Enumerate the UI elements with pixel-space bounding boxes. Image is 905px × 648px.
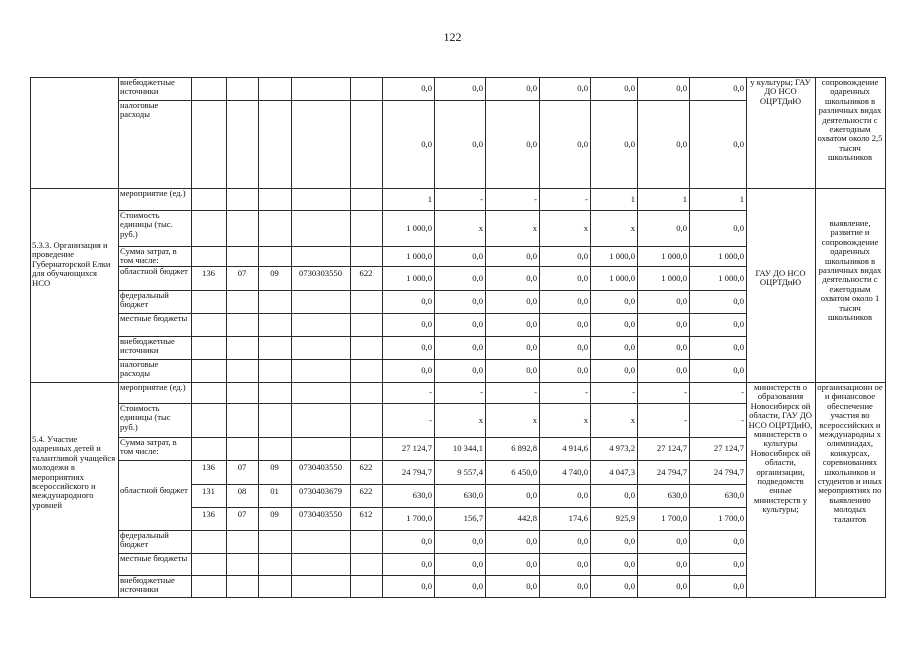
value-cell: 0,0 [676, 223, 687, 233]
value-cell: 0,0 [472, 581, 483, 591]
value-cell: 1 700,0 [661, 513, 687, 523]
code-target-article: 0730303550 [299, 268, 342, 278]
row-label: налоговые расходы [120, 101, 159, 120]
row-label: Сумма затрат, в том числе: [120, 247, 177, 265]
value-cell: 0,0 [472, 251, 483, 261]
value-cell: 1 700,0 [406, 513, 432, 523]
value-cell: 0,0 [526, 139, 537, 149]
value-cell: 1 000,0 [609, 251, 635, 261]
value-cell: 0,0 [526, 296, 537, 306]
value-cell: 0,0 [472, 83, 483, 93]
value-cell: 0,0 [472, 342, 483, 352]
value-cell: 6 892,8 [511, 443, 537, 453]
code-expense-type: 622 [359, 486, 373, 496]
code-target-article: 0730403679 [299, 486, 342, 496]
column-divider [746, 77, 747, 598]
value-cell: - [534, 387, 537, 397]
value-cell: 0,0 [676, 296, 687, 306]
value-cell: 0,0 [676, 536, 687, 546]
value-cell: 0,0 [472, 536, 483, 546]
value-cell: 1 000,0 [661, 251, 687, 261]
value-cell: 1 000,0 [406, 223, 432, 233]
row-label: Стоимость единицы (тыс. руб.) [120, 211, 173, 239]
value-cell: 0,0 [624, 319, 635, 329]
row-label: федеральный бюджет [120, 531, 169, 550]
value-cell: 1 [739, 194, 744, 204]
value-cell: x [532, 223, 537, 233]
value-cell: 0,0 [577, 273, 588, 283]
row-label: областной бюджет [120, 267, 188, 276]
value-cell: - [684, 415, 687, 425]
value-cell: 0,0 [421, 581, 432, 591]
value-cell: 0,0 [733, 365, 744, 375]
value-cell: 0,0 [421, 365, 432, 375]
value-cell: 0,0 [624, 365, 635, 375]
value-cell: 27 124,7 [401, 443, 432, 453]
value-cell: 0,0 [577, 559, 588, 569]
value-cell: - [429, 415, 432, 425]
value-cell: 0,0 [526, 559, 537, 569]
value-cell: x [630, 223, 635, 233]
value-cell: 0,0 [676, 365, 687, 375]
row-label: мероприятие (ед.) [120, 383, 186, 392]
value-cell: - [632, 387, 635, 397]
code-expense-type: 612 [359, 509, 373, 519]
value-cell: - [429, 387, 432, 397]
value-cell: - [741, 387, 744, 397]
value-cell: 0,0 [526, 490, 537, 500]
value-cell: 24 794,7 [401, 467, 432, 477]
code-ministry: 136 [202, 509, 215, 519]
value-cell: 0,0 [526, 251, 537, 261]
value-cell: 174,6 [568, 513, 588, 523]
value-cell: 0,0 [624, 296, 635, 306]
code-subsection: 09 [270, 268, 279, 278]
value-cell: 0,0 [421, 319, 432, 329]
value-cell: 0,0 [421, 296, 432, 306]
value-cell: 630,0 [463, 490, 483, 500]
value-cell: 27 124,7 [713, 443, 744, 453]
value-cell: 1 000,0 [406, 251, 432, 261]
value-cell: 27 124,7 [656, 443, 687, 453]
value-cell: 0,0 [472, 365, 483, 375]
value-cell: 0,0 [577, 139, 588, 149]
column-divider [118, 77, 119, 598]
value-cell: - [534, 194, 537, 204]
column-divider [382, 77, 383, 598]
row-label: местные бюджеты [120, 554, 188, 563]
value-cell: 1 [682, 194, 687, 204]
value-cell: 630,0 [412, 490, 432, 500]
value-cell: x [583, 223, 588, 233]
code-target-article: 0730403550 [299, 509, 342, 519]
value-cell: 0,0 [624, 490, 635, 500]
value-cell: 0,0 [624, 581, 635, 591]
value-cell: x [478, 415, 483, 425]
column-divider [350, 77, 351, 598]
code-subsection: 01 [270, 486, 279, 496]
executor-cell: ГАУ ДО НСО ОЦРТДиЮ [755, 268, 806, 288]
result-cell: организационн ое и финансовое обеспечение участия во всероссийских и международны х олимпиадах, конкурсах, соревнованиях школьников и студентов и иных мероприятиях по выявлению молодых талантов [817, 383, 883, 524]
value-cell: 0,0 [676, 342, 687, 352]
value-cell: 442,8 [517, 513, 537, 523]
code-section: 07 [237, 462, 247, 472]
row-label: внебюджетные источники [120, 78, 175, 97]
value-cell: x [630, 415, 635, 425]
value-cell: 156,7 [463, 513, 483, 523]
value-cell: 0,0 [676, 319, 687, 329]
section-title: 5.3.3. Организация и проведение Губернаторской Елки для обучающихся НСО [32, 240, 111, 288]
value-cell: - [684, 387, 687, 397]
value-cell: - [741, 415, 744, 425]
code-section: 07 [237, 509, 247, 519]
value-cell: - [480, 194, 483, 204]
value-cell: 0,0 [676, 139, 687, 149]
value-cell: 0,0 [577, 251, 588, 261]
value-cell: 4 740,0 [562, 467, 588, 477]
value-cell: 24 794,7 [713, 467, 744, 477]
code-ministry: 131 [202, 486, 215, 496]
value-cell: 1 000,0 [406, 273, 432, 283]
column-divider [485, 77, 486, 598]
code-section: 07 [237, 268, 247, 278]
value-cell: 0,0 [472, 296, 483, 306]
value-cell: 0,0 [676, 559, 687, 569]
column-divider [539, 77, 540, 598]
value-cell: 1 000,0 [718, 273, 744, 283]
column-divider [226, 77, 227, 598]
code-ministry: 136 [202, 462, 215, 472]
value-cell: 9 557,4 [457, 467, 483, 477]
value-cell: 0,0 [733, 296, 744, 306]
column-divider [191, 77, 192, 598]
result-cell: сопровождение одаренных школьников в различных видах деятельности с ежегодным охватом около 2,5 тысяч школьников [817, 78, 883, 163]
value-cell: 0,0 [624, 559, 635, 569]
value-cell: 0,0 [577, 342, 588, 352]
value-cell: 0,0 [472, 559, 483, 569]
column-divider [30, 77, 31, 598]
value-cell: - [480, 387, 483, 397]
value-cell: 0,0 [733, 536, 744, 546]
value-cell: 0,0 [624, 342, 635, 352]
value-cell: 0,0 [733, 83, 744, 93]
column-divider [258, 77, 259, 598]
value-cell: 1 700,0 [718, 513, 744, 523]
code-target-article: 0730403550 [299, 462, 342, 472]
value-cell: 0,0 [577, 365, 588, 375]
executor-cell: министерств о образования Новосибирск ой области, ГАУ ДО НСО ОЦРТДиЮ, министерств о культуры Новосибирск ой области, организации, подведомств енные министерств у культуры; [748, 383, 813, 515]
column-divider [689, 77, 690, 598]
value-cell: 0,0 [421, 536, 432, 546]
value-cell: 4 914,6 [562, 443, 588, 453]
value-cell: 0,0 [577, 319, 588, 329]
value-cell: 1 [427, 194, 432, 204]
row-label: внебюджетные источники [120, 576, 175, 595]
value-cell: 0,0 [526, 273, 537, 283]
value-cell: - [585, 194, 588, 204]
row-label: федеральный бюджет [120, 291, 169, 310]
value-cell: 10 344,1 [452, 443, 483, 453]
row-label: Сумма затрат, в том числе: [120, 438, 177, 457]
value-cell: 0,0 [472, 319, 483, 329]
section-title: 5.4. Участие одаренных детей и талантливой учащейся молодежи в мероприятиях всероссийского и международного уровней [32, 434, 116, 510]
value-cell: 0,0 [421, 83, 432, 93]
value-cell: 0,0 [733, 139, 744, 149]
value-cell: 0,0 [733, 319, 744, 329]
value-cell: 6 450,0 [511, 467, 537, 477]
value-cell: 1 [630, 194, 635, 204]
column-divider [434, 77, 435, 598]
code-subsection: 09 [270, 509, 279, 519]
column-divider [590, 77, 591, 598]
value-cell: 0,0 [421, 559, 432, 569]
column-divider [815, 77, 816, 598]
column-divider [291, 77, 292, 598]
code-subsection: 09 [270, 462, 279, 472]
code-ministry: 136 [202, 268, 215, 278]
value-cell: 0,0 [472, 139, 483, 149]
value-cell: 0,0 [577, 536, 588, 546]
value-cell: 925,9 [615, 513, 635, 523]
row-label: налоговые расходы [120, 360, 159, 379]
value-cell: 0,0 [472, 273, 483, 283]
value-cell: x [478, 223, 483, 233]
value-cell: 0,0 [676, 83, 687, 93]
value-cell: 0,0 [577, 83, 588, 93]
code-expense-type: 622 [359, 462, 373, 472]
row-divider [30, 597, 886, 598]
value-cell: 0,0 [526, 342, 537, 352]
value-cell: 0,0 [577, 296, 588, 306]
value-cell: 0,0 [624, 83, 635, 93]
value-cell: x [532, 415, 537, 425]
merged-row-label: областной бюджет [120, 485, 188, 495]
value-cell: 0,0 [526, 581, 537, 591]
value-cell: 0,0 [526, 365, 537, 375]
row-label: местные бюджеты [120, 314, 188, 323]
value-cell: 0,0 [624, 139, 635, 149]
value-cell: 24 794,7 [656, 467, 687, 477]
value-cell: 0,0 [733, 559, 744, 569]
value-cell: 0,0 [421, 342, 432, 352]
value-cell: 0,0 [676, 581, 687, 591]
column-divider [637, 77, 638, 598]
row-label: внебюджетные источники [120, 337, 175, 356]
value-cell: 630,0 [667, 490, 687, 500]
value-cell: 0,0 [526, 536, 537, 546]
value-cell: 0,0 [733, 223, 744, 233]
value-cell: 1 000,0 [661, 273, 687, 283]
value-cell: 0,0 [733, 581, 744, 591]
value-cell: 0,0 [733, 342, 744, 352]
code-section: 08 [237, 486, 247, 496]
value-cell: 0,0 [526, 83, 537, 93]
value-cell: 630,0 [724, 490, 744, 500]
code-expense-type: 622 [359, 268, 373, 278]
value-cell: 0,0 [577, 581, 588, 591]
value-cell: - [585, 387, 588, 397]
value-cell: 4 047,3 [609, 467, 635, 477]
value-cell: x [583, 415, 588, 425]
value-cell: 0,0 [624, 536, 635, 546]
value-cell: 1 000,0 [609, 273, 635, 283]
result-cell: выявление, развитие и сопровождение одаренных школьников в различных видах деятельности с ежегодным охватом около 1 тысяч школьников [818, 218, 882, 323]
row-label: мероприятие (ед.) [120, 189, 186, 198]
value-cell: 1 000,0 [718, 251, 744, 261]
column-divider [885, 77, 886, 598]
row-label: Стоимость единицы (тыс руб.) [120, 404, 171, 432]
value-cell: 4 973,2 [609, 443, 635, 453]
value-cell: 0,0 [421, 139, 432, 149]
executor-cell: у культуры; ГАУ ДО НСО ОЦРТДиЮ [750, 78, 811, 106]
page-number: 122 [443, 30, 462, 44]
value-cell: 0,0 [526, 319, 537, 329]
value-cell: 0,0 [577, 490, 588, 500]
